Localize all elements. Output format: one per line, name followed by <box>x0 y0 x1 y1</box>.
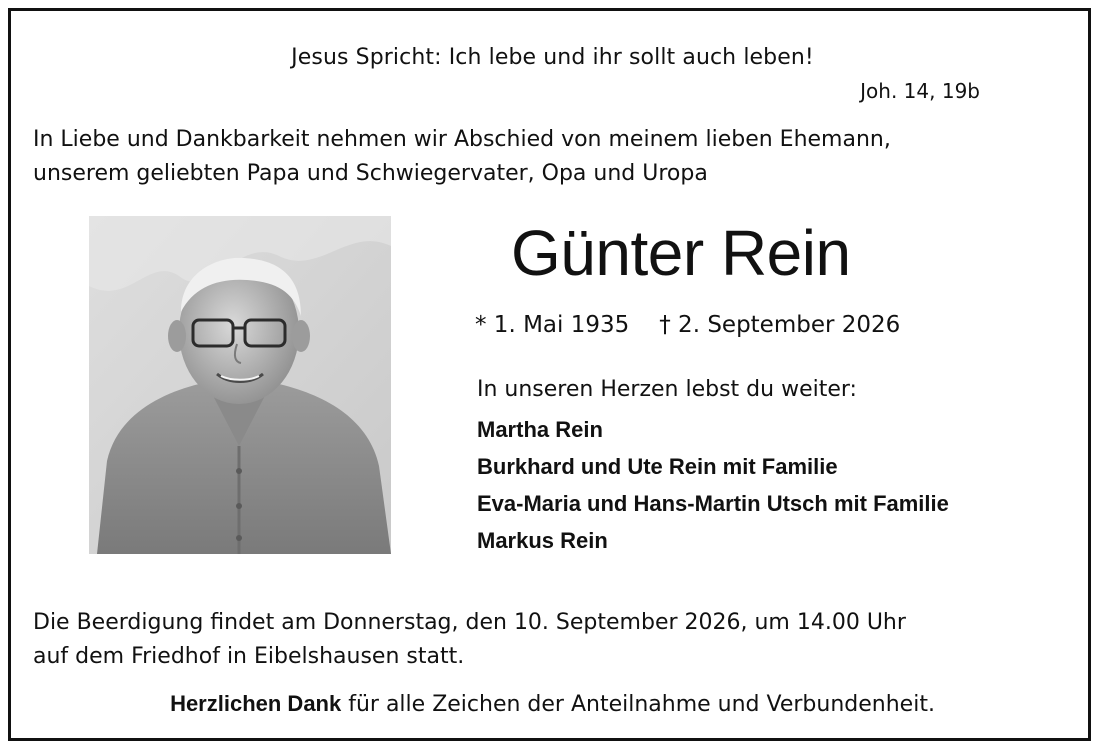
bible-quote: Jesus Spricht: Ich lebe und ihr sollt auch leben! <box>291 45 814 70</box>
farewell-intro-line-1: In Liebe und Dankbarkeit nehmen wir Abschied von meinem lieben Ehemann, <box>33 127 891 152</box>
bible-verse-reference: Joh. 14, 19b <box>860 79 980 103</box>
funeral-notice <box>33 606 1063 674</box>
birth-date: * 1. Mai 1935 <box>475 312 630 338</box>
portrait-photo <box>89 216 391 554</box>
thanks-note <box>11 687 1094 722</box>
family-member: Markus Rein <box>477 528 608 553</box>
life-dates <box>475 308 900 342</box>
family-heading: In unseren Herzen lebst du weiter: <box>477 377 857 402</box>
family-member: Burkhard und Ute Rein mit Familie <box>477 454 838 479</box>
farewell-intro-line-2: unserem geliebten Papa und Schwiegervater, Opa und Uropa <box>33 161 708 186</box>
funeral-notice-line-2: auf dem Friedhof in Eibelshausen statt. <box>33 644 465 669</box>
portrait-photo-image <box>89 216 391 554</box>
family-member: Eva-Maria und Hans-Martin Utsch mit Familie <box>477 491 949 516</box>
thanks-note-emphasis: Herzlichen Dank <box>170 691 342 716</box>
farewell-intro <box>33 123 1053 191</box>
deceased-name: Günter Rein <box>511 217 851 289</box>
family-list <box>477 411 949 559</box>
obituary-frame <box>8 8 1091 741</box>
thanks-note-text: für alle Zeichen der Anteilnahme und Verbundenheit. <box>341 692 935 717</box>
family-member: Martha Rein <box>477 417 603 442</box>
death-date: † 2. September 2026 <box>659 312 901 338</box>
funeral-notice-line-1: Die Beerdigung findet am Donnerstag, den 10. September 2026, um 14.00 Uhr <box>33 610 906 635</box>
